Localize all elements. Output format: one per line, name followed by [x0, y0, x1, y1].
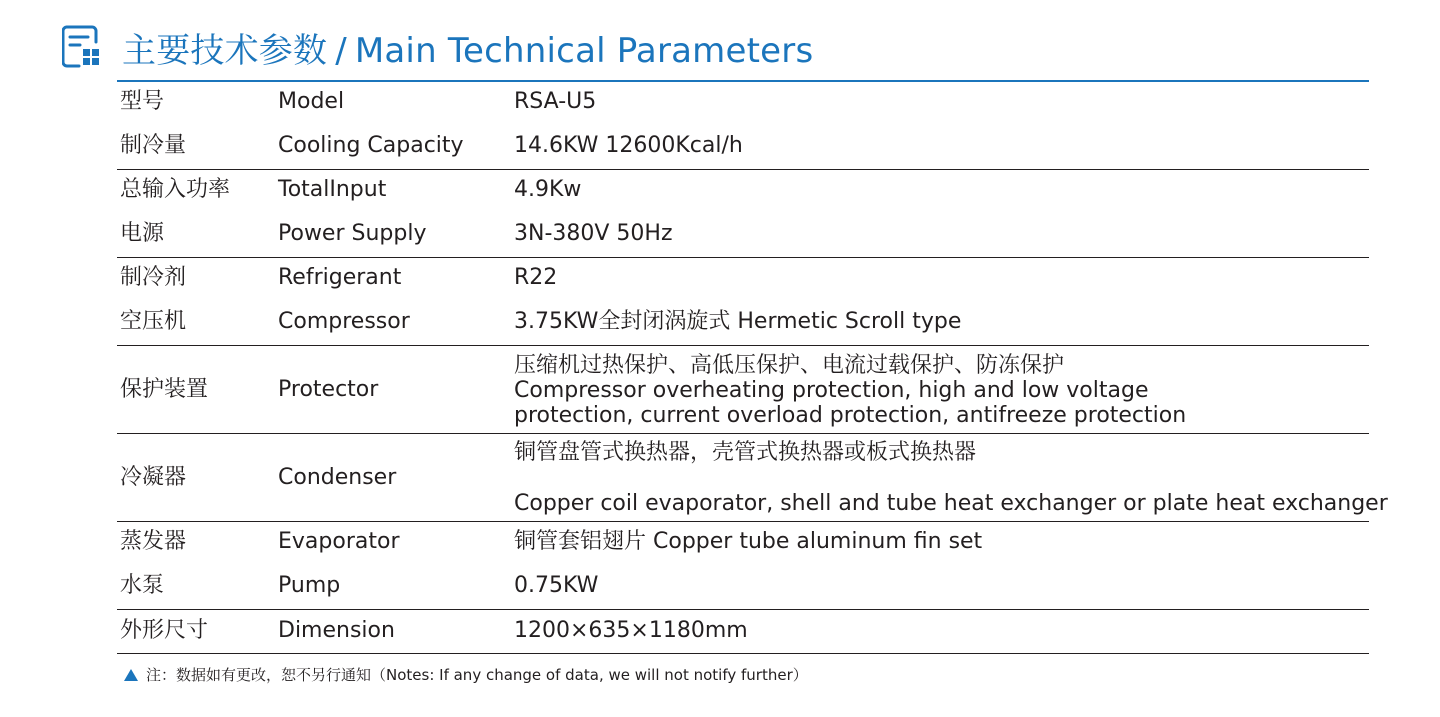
footnote-text: 注：数据如有更改，恕不另行通知（Notes: If any change of data, we will not notify further） [146, 666, 808, 684]
param-name-en: Protector [278, 377, 379, 402]
title-cn: 主要技术参数 [122, 30, 328, 71]
triangle-icon [124, 669, 138, 681]
param-value: 铜管套铝翅片 Copper tube aluminum fin set [514, 529, 983, 554]
param-value: 1200×635×1180mm [514, 618, 748, 643]
param-name-cn: 型号 [120, 89, 165, 114]
param-name-en: Cooling Capacity [278, 133, 464, 158]
table-group [117, 434, 1388, 522]
param-name-en: Pump [278, 573, 341, 598]
param-name-en: Power Supply [278, 221, 427, 246]
title-separator: / [335, 30, 347, 71]
table-row [117, 309, 1369, 335]
table-group [117, 82, 1369, 170]
param-name-cn: 保护装置 [120, 377, 209, 402]
title-en: Main Technical Parameters [354, 30, 814, 71]
param-name-en: Evaporator [278, 529, 400, 554]
table-row [117, 573, 1369, 599]
value-line: Compressor overheating protection, high and low voltage [514, 377, 1149, 403]
param-name-cn: 蒸发器 [120, 529, 187, 554]
table-row [117, 265, 1369, 291]
footnote [124, 664, 808, 685]
param-value: 3N-380V 50Hz [514, 221, 673, 246]
param-name-cn: 电源 [120, 221, 165, 246]
table-group [117, 258, 1369, 346]
param-value: RSA-U5 [514, 89, 597, 114]
table-row [117, 618, 1369, 644]
value-line: 压缩机过热保护、高低压保护、电流过载保护、防冻保护 [514, 352, 1065, 378]
value-line: 铜管盘管式换热器，壳管式换热器或板式换热器 [514, 440, 977, 465]
value-line: protection, current overload protection, antifreeze protection [514, 402, 1187, 428]
table-row [117, 177, 1369, 203]
param-value [514, 440, 1388, 516]
param-name-cn: 水泵 [120, 573, 165, 598]
parameters-table [117, 82, 1388, 654]
param-name-en: TotalInput [278, 177, 387, 202]
param-name-cn: 冷凝器 [120, 465, 187, 490]
value-line: Copper coil evaporator, shell and tube heat exchanger or plate heat exchanger [514, 491, 1388, 516]
param-value: 4.9Kw [514, 177, 582, 202]
param-name-en: Condenser [278, 465, 397, 490]
page-title [122, 23, 813, 72]
param-value [514, 353, 1369, 428]
param-name-en: Dimension [278, 618, 395, 643]
param-value: R22 [514, 265, 558, 290]
table-group [117, 346, 1369, 434]
section-header [62, 22, 813, 72]
param-name-cn: 制冷剂 [120, 265, 187, 290]
table-group [117, 522, 1369, 610]
param-value: 0.75KW [514, 573, 599, 598]
param-name-cn: 空压机 [120, 309, 187, 334]
table-row [117, 89, 1369, 115]
param-value: 14.6KW 12600Kcal/h [514, 133, 743, 158]
param-name-cn: 制冷量 [120, 133, 187, 158]
table-group [117, 170, 1369, 258]
table-group [117, 610, 1369, 654]
table-row [117, 221, 1369, 247]
table-row [117, 352, 1369, 428]
param-name-en: Compressor [278, 309, 410, 334]
table-row [117, 529, 1369, 555]
param-value: 3.75KW全封闭涡旋式 Hermetic Scroll type [514, 309, 962, 334]
param-name-en: Refrigerant [278, 265, 402, 290]
spec-sheet-icon [62, 25, 100, 69]
param-name-cn: 外形尺寸 [120, 618, 209, 643]
param-name-cn: 总输入功率 [120, 177, 231, 202]
table-row [117, 133, 1369, 159]
table-row [117, 440, 1388, 516]
param-name-en: Model [278, 89, 345, 114]
